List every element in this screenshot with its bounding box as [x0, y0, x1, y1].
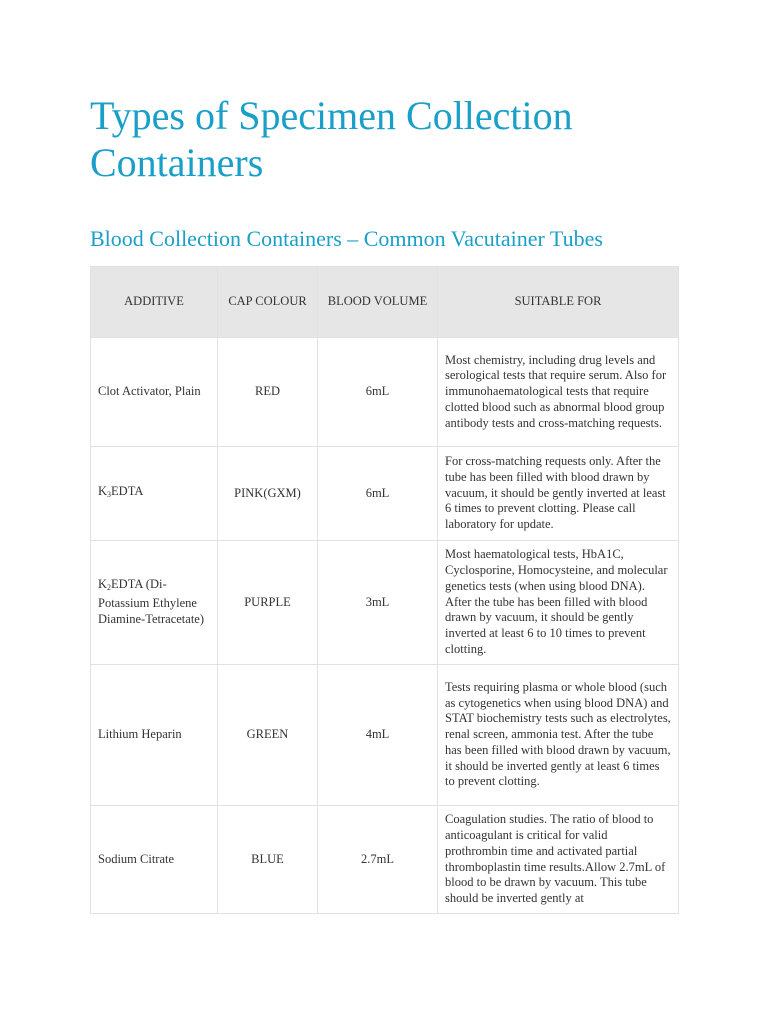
- header-additive: ADDITIVE: [91, 267, 218, 338]
- cap-colour-cell: GREEN: [218, 665, 318, 806]
- additive-cell: Lithium Heparin: [91, 665, 218, 806]
- header-cap-colour: CAP COLOUR: [218, 267, 318, 338]
- section-heading: Blood Collection Containers – Common Vacutainer Tubes: [90, 226, 603, 251]
- cap-colour-cell: BLUE: [218, 806, 318, 914]
- cap-colour-cell: RED: [218, 338, 318, 447]
- blood-volume-cell: 3mL: [318, 541, 438, 665]
- table-header-row: [91, 267, 679, 338]
- additive-cell: Sodium Citrate: [91, 806, 218, 914]
- additive-subscript: 3: [107, 490, 112, 500]
- cap-colour-cell: PINK(GXM): [218, 447, 318, 541]
- header-blood-volume: BLOOD VOLUME: [318, 267, 438, 338]
- header-suitable-for: SUITABLE FOR: [438, 267, 679, 338]
- suitable-for-cell: For cross-matching requests only. After the tube has been filled with blood drawn by vacuum, it should be gently inverted at least 6 times to prevent clotting. Please call laboratory for update.: [438, 447, 679, 541]
- blood-volume-cell: 4mL: [318, 665, 438, 806]
- additive-cell: [91, 541, 218, 665]
- additive-suffix: EDTA: [111, 484, 144, 499]
- blood-volume-cell: 2.7mL: [318, 806, 438, 914]
- suitable-for-cell: Most chemistry, including drug levels and serological tests that require serum. Also for immunohaematological tests that require clotted blood such as abnormal blood group antibody tests and cross-matching requests.: [438, 338, 679, 447]
- suitable-for-cell: Most haematological tests, HbA1C, Cyclosporine, Homocysteine, and molecular genetics tests (when using blood DNA). After the tube has been filled with blood drawn by vacuum, it should be gently inverted at least 6 to 10 times to prevent clotting.: [438, 541, 679, 665]
- additive-cell: Clot Activator, Plain: [91, 338, 218, 447]
- table-row: [91, 541, 679, 665]
- table-row: [91, 447, 679, 541]
- additive-cell: [91, 447, 218, 541]
- page-title: Types of Specimen Collection Containers: [90, 93, 573, 185]
- table-row: [91, 338, 679, 447]
- additive-prefix: K: [98, 484, 108, 499]
- additive-suffix: EDTA (Di-Potassium Ethylene Diamine-Tetracetate): [98, 577, 204, 626]
- cap-colour-cell: PURPLE: [218, 541, 318, 665]
- blood-volume-cell: 6mL: [318, 447, 438, 541]
- suitable-for-cell: Tests requiring plasma or whole blood (such as cytogenetics when using blood DNA) and STAT biochemistry tests such as electrolytes, renal screen, ammonia test. After the tube has been filled with blood drawn by vacuum, it should be inverted gently at least 6 times to prevent clotting.: [438, 665, 679, 806]
- additive-prefix: K: [98, 577, 108, 592]
- table-row: [91, 806, 679, 914]
- blood-volume-cell: 6mL: [318, 338, 438, 447]
- vacutainer-table: [90, 266, 679, 914]
- additive-subscript: 2: [107, 583, 112, 593]
- table-row: [91, 665, 679, 806]
- suitable-for-cell: Coagulation studies. The ratio of blood to anticoagulant is critical for valid prothrombin time and activated partial thromboplastin time results.Allow 2.7mL of blood to be drawn by vacuum. This tube should be inverted gently at: [438, 806, 679, 914]
